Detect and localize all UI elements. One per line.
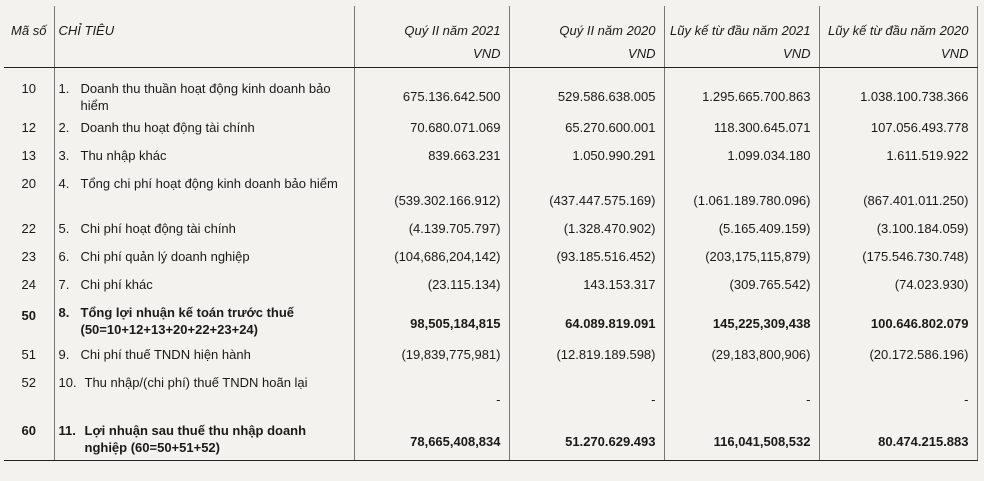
- row-value: (74.023.930): [819, 273, 977, 301]
- row-number: 1.: [58, 81, 70, 96]
- row-value: 143.153.317: [509, 273, 664, 301]
- table-row: [4, 273, 977, 301]
- row-value: (5.165.409.159): [664, 217, 819, 245]
- row-value: 116,041,508,532: [664, 419, 819, 461]
- row-value: 1.295.665.700.863: [664, 68, 819, 116]
- row-value: 118.300.645.071: [664, 116, 819, 144]
- row-label: Lợi nhuận sau thuế thu nhập doanh nghiệp (60=50+51+52): [84, 422, 307, 455]
- row-number: 2.: [58, 119, 70, 135]
- row-code: 24: [4, 273, 54, 301]
- row-code: 52: [4, 371, 54, 419]
- header-item: CHỈ TIÊU: [54, 6, 354, 45]
- row-code: 60: [4, 419, 54, 461]
- header-code: Mã số: [4, 6, 54, 45]
- table-row-total: [4, 419, 977, 461]
- row-label: Doanh thu thuần hoạt động kinh doanh bảo hiểm: [80, 81, 331, 113]
- header-col-4-title: Lũy kế từ đầu năm 2020: [819, 6, 977, 45]
- row-value: (1.061.189.780.096): [664, 172, 819, 217]
- row-label: Chi phí quản lý doanh nghiệp: [80, 248, 250, 264]
- row-value: 100.646.802.079: [819, 301, 977, 343]
- row-value: (4.139.705.797): [354, 217, 509, 245]
- row-value: 1.611.519.922: [819, 144, 977, 172]
- row-value: (19,839,775,981): [354, 343, 509, 371]
- row-value: (867.401.011.250): [819, 172, 977, 217]
- row-value: 839.663.231: [354, 144, 509, 172]
- table-row: [4, 116, 977, 144]
- row-value: (539.302.166.912): [354, 172, 509, 217]
- header-col-2-unit: VND: [509, 45, 664, 68]
- row-value: (20.172.586.196): [819, 343, 977, 371]
- table-row: [4, 172, 977, 217]
- income-statement-table: [4, 6, 978, 461]
- row-value: 1.050.990.291: [509, 144, 664, 172]
- row-code: 50: [4, 301, 54, 343]
- row-value: (29,183,800,906): [664, 343, 819, 371]
- table-row: [4, 245, 977, 273]
- row-code: 51: [4, 343, 54, 371]
- row-value: -: [354, 371, 509, 419]
- row-number: 11.: [58, 422, 76, 438]
- row-value: (3.100.184.059): [819, 217, 977, 245]
- row-value: (104,686,204,142): [354, 245, 509, 273]
- row-number: 7.: [58, 276, 70, 292]
- row-number: 5.: [58, 220, 70, 236]
- row-value: (309.765.542): [664, 273, 819, 301]
- header-col-3-unit: VND: [664, 45, 819, 68]
- table-row: [4, 68, 977, 116]
- row-label: Chi phí thuế TNDN hiện hành: [80, 346, 251, 362]
- row-value: (93.185.516.452): [509, 245, 664, 273]
- row-number: 4.: [58, 175, 70, 191]
- row-value: 98,505,184,815: [354, 301, 509, 343]
- row-value: (203,175,115,879): [664, 245, 819, 273]
- row-value: 1.038.100.738.366: [819, 68, 977, 116]
- row-code: 22: [4, 217, 54, 245]
- row-value: 1.099.034.180: [664, 144, 819, 172]
- row-code: 20: [4, 172, 54, 217]
- row-value: 64.089.819.091: [509, 301, 664, 343]
- row-label: Doanh thu hoạt động tài chính: [80, 119, 255, 135]
- row-value: (437.447.575.169): [509, 172, 664, 217]
- row-value: (23.115.134): [354, 273, 509, 301]
- row-value: 107.056.493.778: [819, 116, 977, 144]
- table-row: [4, 343, 977, 371]
- table-row: [4, 371, 977, 419]
- table-row: [4, 144, 977, 172]
- header-col-4-unit: VND: [819, 45, 977, 68]
- row-label: Thu nhập/(chi phí) thuế TNDN hoãn lại: [84, 374, 308, 390]
- row-value: -: [819, 371, 977, 419]
- row-value: 529.586.638.005: [509, 68, 664, 116]
- header-col-3-title: Lũy kế từ đầu năm 2021: [664, 6, 819, 45]
- row-label: Tổng lợi nhuận kế toán trước thuế (50=10+12+13+20+22+23+24): [80, 304, 295, 337]
- row-number: 3.: [58, 147, 70, 163]
- row-label: Tổng chi phí hoạt động kinh doanh bảo hiểm: [80, 175, 338, 191]
- header-col-1-unit: VND: [354, 45, 509, 68]
- row-value: 78,665,408,834: [354, 419, 509, 461]
- row-value: 65.270.600.001: [509, 116, 664, 144]
- row-value: 70.680.071.069: [354, 116, 509, 144]
- header-col-2-title: Quý II năm 2020: [509, 6, 664, 45]
- row-value: 145,225,309,438: [664, 301, 819, 343]
- row-number: 10.: [58, 374, 77, 390]
- row-label: Chi phí hoạt động tài chính: [80, 220, 236, 236]
- row-number: 9.: [58, 346, 70, 362]
- row-label: Thu nhập khác: [80, 147, 167, 163]
- row-code: 23: [4, 245, 54, 273]
- row-value: 80.474.215.883: [819, 419, 977, 461]
- row-number: 8.: [58, 304, 70, 320]
- row-label: Chi phí khác: [80, 276, 153, 292]
- row-number: 6.: [58, 248, 70, 264]
- row-value: -: [509, 371, 664, 419]
- row-value: (1.328.470.902): [509, 217, 664, 245]
- row-code: 13: [4, 144, 54, 172]
- row-code: 12: [4, 116, 54, 144]
- row-value: (12.819.189.598): [509, 343, 664, 371]
- row-value: 675.136.642.500: [354, 68, 509, 116]
- table-row: [4, 217, 977, 245]
- row-code: 10: [4, 68, 54, 116]
- row-value: -: [664, 371, 819, 419]
- row-value: (175.546.730.748): [819, 245, 977, 273]
- row-value: 51.270.629.493: [509, 419, 664, 461]
- header-col-1-title: Quý II năm 2021: [354, 6, 509, 45]
- table-row-total: [4, 301, 977, 343]
